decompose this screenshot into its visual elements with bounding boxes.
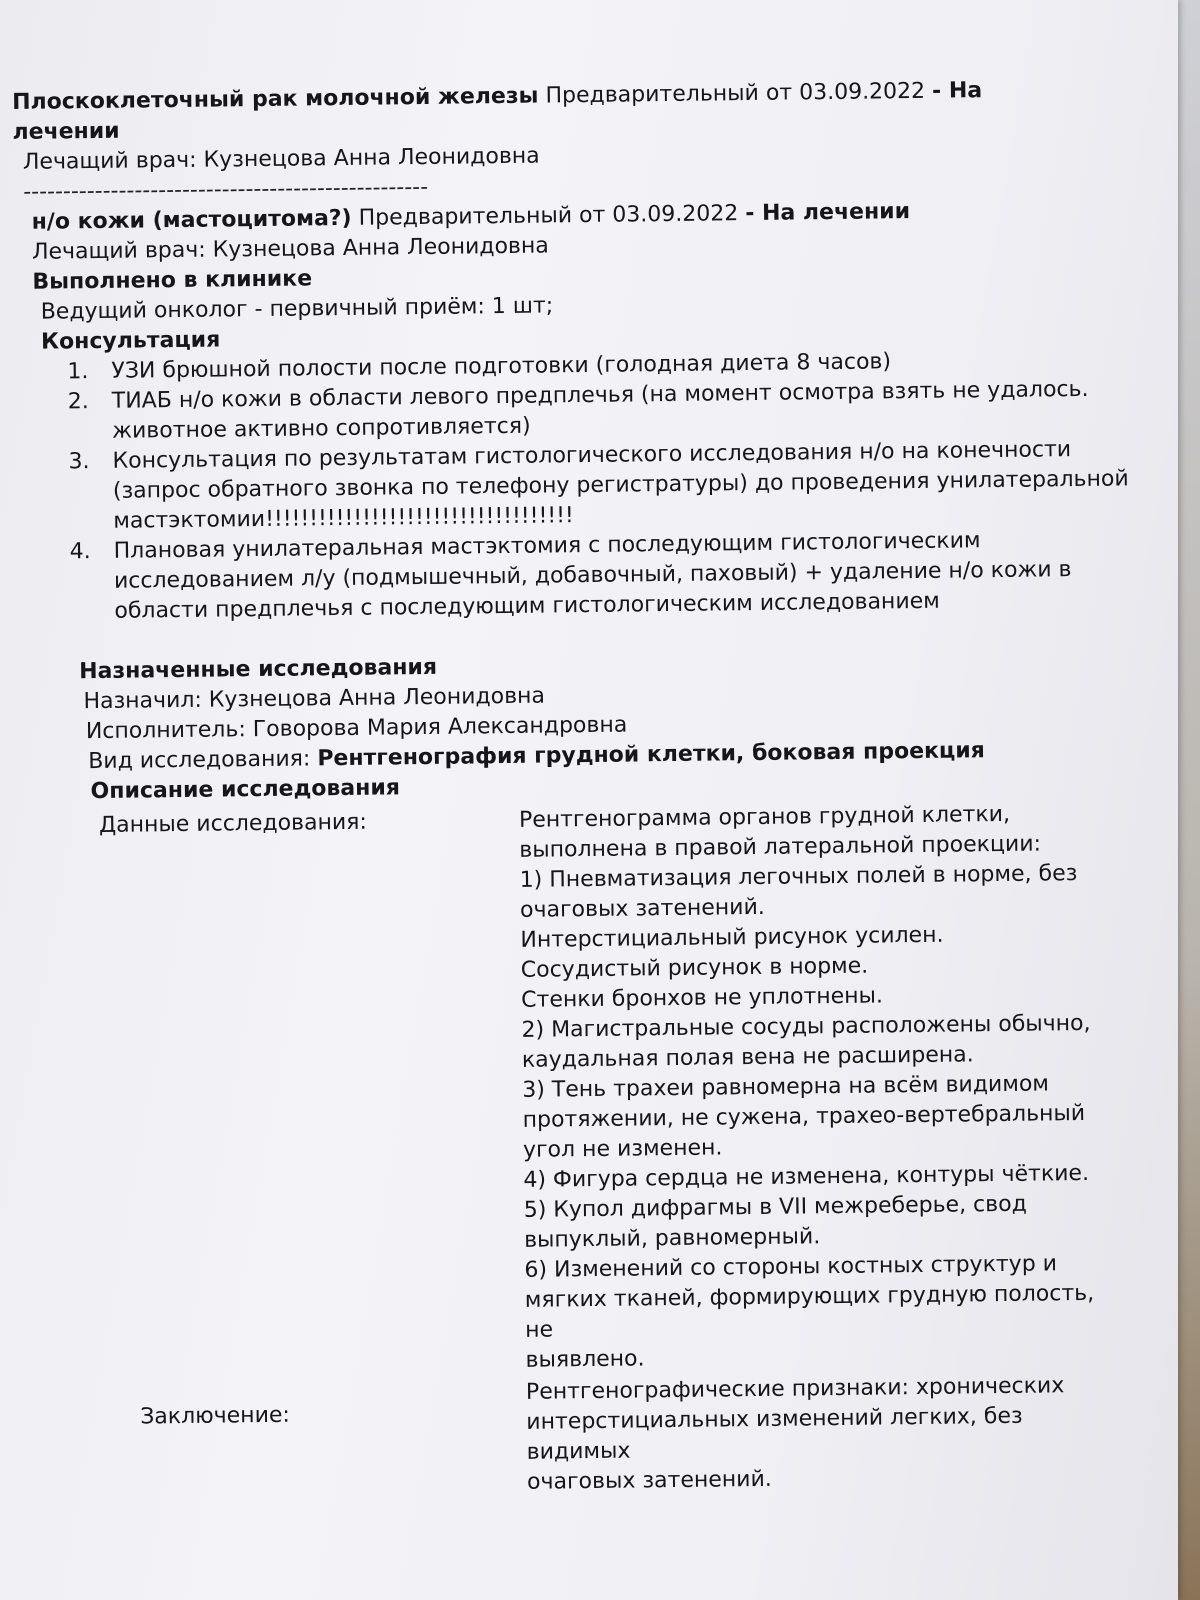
diagnosis1-status-suffix: - На <box>931 78 983 104</box>
study-data-text <box>519 799 1126 1376</box>
consultation-item-text: УЗИ брюшной полости после подготовки (голодная диета 8 часов) <box>111 349 892 384</box>
done-item: Ведущий онколог - первичный приём: 1 шт; <box>40 293 554 325</box>
performer: Исполнитель: Говорова Мария Александровна <box>85 712 628 745</box>
study-data-line: 5) Купол дифрагмы в VII межреберье, свод <box>523 1191 1027 1223</box>
conclusion-text <box>526 1370 1127 1497</box>
study-data-line: Сосудистый рисунок в норме. <box>520 953 869 983</box>
study-data-line: Рентгенограмма органов грудной клетки, <box>518 801 1011 833</box>
done-heading: Выполнено в клинике <box>32 266 313 295</box>
diagnosis1-doctor: Лечащий врач: Кузнецова Анна Леонидовна <box>22 143 540 175</box>
study-data-label: Данные исследования: <box>98 809 368 838</box>
diagnosis1-status-suffix2: лечении <box>12 118 120 145</box>
document-content <box>12 74 1149 1504</box>
study-data-line: 6) Изменений со стороны костных структур и <box>524 1251 1058 1283</box>
consultation-item-number: 1. <box>67 359 89 385</box>
separator: --------------------------------------------------- <box>23 174 429 205</box>
study-data-line: протяжении, не сужена, трахео-вертебральный <box>522 1100 1086 1133</box>
consultation-item-text: Консультация по результатам гистологического исследования н/о на конечности (запрос обратного звонка по телефону регистратуры) до проведения унилатеральной мастэктомии!!!!!!!!!!!!!!!!!!!!!!!!!!!!!!!!!!! <box>112 437 1129 534</box>
diagnosis2-status: Предварительный от 03.09.2022 <box>358 201 739 231</box>
consultation-item-number: 2. <box>67 389 89 415</box>
study-data-line: угол не изменен. <box>522 1135 723 1163</box>
study-data-line: выявлено. <box>525 1346 645 1373</box>
consultation-item-text: Плановая унилатеральная мастэктомия с последующим гистологическим исследованием л/у (подмышечный, добавочный, паховый) + удаление н/о кожи в области предплечья с последующим гистологическим исследованием <box>113 528 1072 624</box>
study-data-line: очаговых затенений. <box>519 894 765 923</box>
study-data-line: 2) Магистральные сосуды расположены обычно, <box>521 1010 1091 1043</box>
assigned-by: Назначил: Кузнецова Анна Леонидовна <box>83 683 546 715</box>
consultation-item-number: 3. <box>68 449 90 475</box>
diagnosis2-status-suffix: - На лечении <box>745 199 911 227</box>
conclusion-line: интерстициальных изменений легких, без видимых <box>526 1403 1023 1465</box>
conclusion-line: очаговых затенений. <box>526 1466 772 1495</box>
consultation-item-text: ТИАБ н/о кожи в области левого предплечья (на момент осмотра взять не удалось. животное активно сопротивляется) <box>111 376 1089 444</box>
study-data-line: Интерстициальный рисунок усилен. <box>520 922 944 953</box>
study-data-line: каудальная полая вена не расширена. <box>521 1042 974 1073</box>
study-type-value: Рентгенография грудной клетки, боковая проекция <box>317 738 985 772</box>
study-data <box>21 798 1148 1382</box>
study-data-line: выпуклый, равномерный. <box>523 1224 821 1253</box>
study-data-line: Стенки бронхов не уплотнены. <box>521 983 884 1013</box>
description-heading: Описание исследования <box>90 775 401 805</box>
consultation-item <box>16 434 1137 538</box>
diagnosis2-doctor: Лечащий врач: Кузнецова Анна Леонидовна <box>31 233 549 265</box>
consultation-item-number: 4. <box>69 539 91 565</box>
study-data-line: мягких тканей, формирующих грудную полость, не <box>524 1280 1095 1343</box>
assigned-heading: Назначенные исследования <box>78 654 438 685</box>
diagnosis1-status: Предварительный от 03.09.2022 <box>545 78 926 109</box>
conclusion <box>28 1370 1149 1504</box>
conclusion-label: Заключение: <box>140 1402 291 1430</box>
consultation-list <box>15 344 1138 628</box>
consultation-heading: Консультация <box>40 327 221 355</box>
diagnosis2-title: н/о кожи (мастоцитома?) <box>31 205 352 235</box>
study-data-line: выполнена в правой латеральной проекции: <box>519 831 1042 863</box>
study-type-label: Вид исследования: <box>88 746 311 775</box>
study-data-line: 3) Тень трахеи равномерна на всём видимом <box>522 1071 1050 1103</box>
conclusion-line: Рентгенографические признаки: хронических <box>525 1373 1065 1405</box>
study-data-line: 1) Пневматизация легочных полей в норме, без <box>519 861 1078 893</box>
study-data-line: 4) Фигура сердца не изменена, контуры чёткие. <box>523 1160 1090 1193</box>
consultation-item <box>17 524 1138 628</box>
diagnosis1-title: Плоскоклеточный рак молочной железы <box>12 83 539 115</box>
